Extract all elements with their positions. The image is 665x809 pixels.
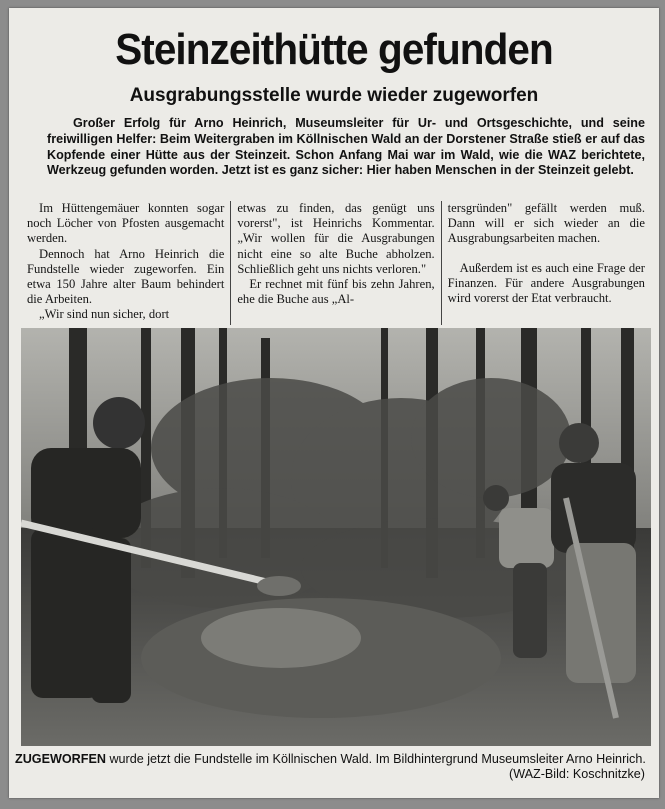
paragraph: Dennoch hat Arno Heinrich die Fundstelle wieder zugeworfen. Ein etwa 150 Jahre alter Baum behindert die Arbeiten. [27,246,225,307]
column-2 [230,201,440,325]
subheadline: Ausgrabungsstelle wurde wieder zugeworfen [129,85,539,106]
photo-forest-scene [21,328,651,746]
paragraph: „Wir sind nun sicher, dort [39,307,170,322]
photo-caption [15,752,651,781]
article-columns [21,201,651,325]
paragraph: Im Hüttengemäuer konnten sogar noch Löcher von Pfosten ausgemacht werden. [27,201,225,246]
column-3 [441,201,651,325]
paragraph: Außerdem ist es auch eine Frage der Finanzen. Für andere Ausgrabungen wird vorerst der Etat verbraucht. [447,260,645,306]
caption-lead-word: ZUGEWORFEN [15,752,106,766]
column-1 [21,201,230,325]
newspaper-clipping [9,8,659,798]
paragraph: Er rechnet mit fünf bis zehn Jahren, ehe die Buche aus „Al- [237,277,435,307]
news-photo [21,328,651,746]
lead-paragraph: Großer Erfolg für Arno Heinrich, Museumsleiter für Ur- und Ortsgeschichte, und seine freiwilligen Helfer: Beim Weitergraben im Köllnischen Wald an der Dorstener Straße stieß er auf das Kopfende einer Hütte aus der Steinzeit. Schon Anfang Mai war im Wald, wie die WAZ berichtete, Werkzeug gefunden worden. Jetzt ist es ganz sicher: Hier haben Menschen in der Steinzeit gelebt. [47,116,645,178]
photo-credit: (WAZ-Bild: Koschnitzke) [509,767,645,781]
paragraph: tersgründen" gefällt werden muß. Dann will er sich wieder an die Ausgrabungsarbeiten machen. [447,201,645,246]
headline: Steinzeithütte gefunden [115,25,553,74]
paragraph: etwas zu finden, das genügt uns vorerst", ist Heinrichs Kommentar. „Wir wollen für die Ausgrabungen nicht eine so alte Buche abholzen. Schließlich geht uns nichts verloren." [237,201,435,276]
caption-text: wurde jetzt die Fundstelle im Köllnischen Wald. Im Bildhintergrund Museumsleiter Arno Heinrich. [105,752,646,766]
